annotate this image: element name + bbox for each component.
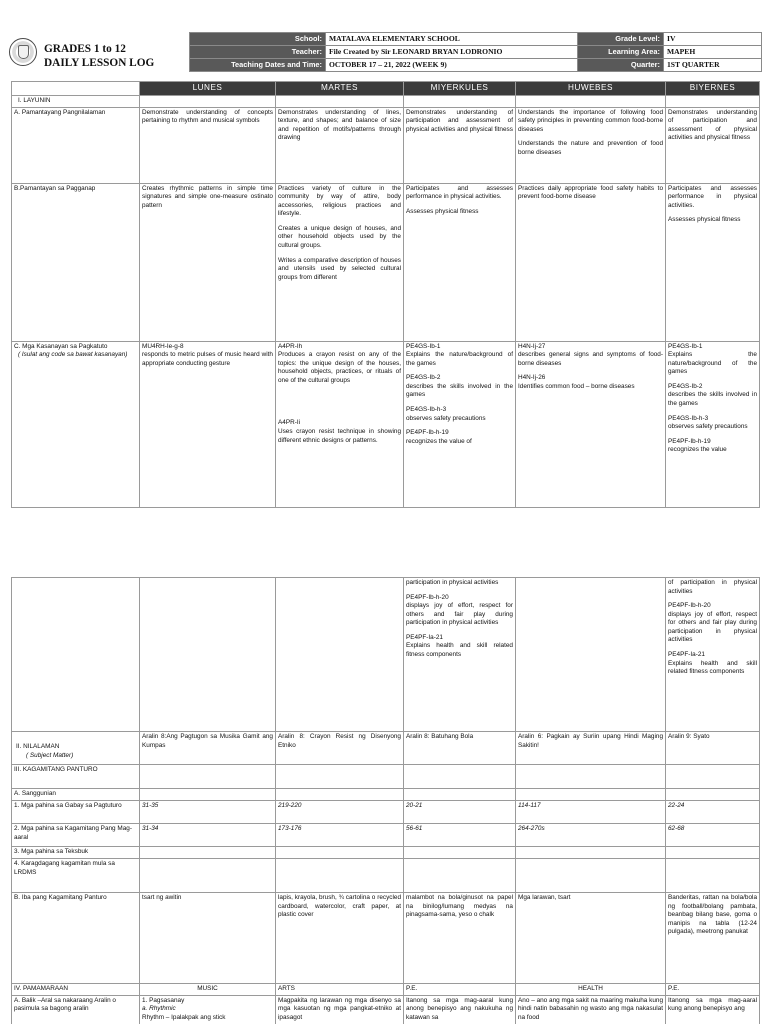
continuation-code-wednesday-2: PE4PF-Ib-h-20 [406,593,449,601]
subject-tuesday: ARTS [276,984,404,996]
performance-standard-tuesday-3: Writes a comparative description of houses and utensils used by selected cultural groups from different [278,256,401,281]
competency-text-wednesday-1: Explains the nature/background of the games [406,351,513,367]
continuation-code-friday-3: PE4PF-Ia-21 [668,651,705,659]
teacher-guide-pages-thursday: 114-117 [516,801,666,824]
teaching-dates-value: OCTOBER 17 – 21, 2022 (WEEK 9) [326,59,578,72]
document-title [44,42,154,70]
continuation-wednesday-3: Explains health and skill related fitness components [406,642,513,659]
review-monday-2: a. Rhythmic [142,1005,176,1013]
review-label: A. Balik –Aral sa nakaraang Aralin o pasimula sa bagong aralin [12,995,140,1024]
review-tuesday: Magpakita ng larawan ng mga disenyo sa mga kasuotan ng mga pangkat-etniko at ipasagot [276,995,404,1024]
review-monday-3: Rhythm – Ipalakpak ang stick [142,1013,226,1021]
content-standard-thursday [516,107,666,183]
school-label: School: [190,33,326,46]
nilalaman-note: ( Subject Matter) [26,751,74,759]
continuation-code-wednesday-3: PE4PF-Ia-21 [406,633,443,641]
competency-text-wednesday-4: recognizes the value of [406,437,472,445]
learner-material-pages-label: 2. Mga pahina sa Kagamitang Pang Mag-aaral [12,824,140,847]
teacher-guide-pages-monday: 31-35 [140,801,276,824]
other-resources-tuesday: lapis, krayola, brush, ¾ cartolina o recycled cardboard, watercolor, craft paper, at plastic cover [276,893,404,984]
competency-code-wednesday-4: PE4PF-Ib-h-19 [406,429,449,437]
content-tuesday: Aralin 8: Crayon Resist ng Disenyong Etniko [276,732,404,765]
day-header-wednesday: MIYERKULES [404,82,516,96]
competency-text-thursday-1: describes general signs and symptoms of food-borne diseases [518,351,663,367]
continuation-wednesday-1: participation in physical activities [406,579,499,586]
day-header-thursday: HUWEBES [516,82,666,96]
grade-level-label: Grade Level: [578,33,664,46]
learner-material-pages-thursday: 264-270s [516,824,666,847]
layunin-label: I. LAYUNIN [12,96,140,108]
school-value: MATALAVA ELEMENTARY SCHOOL [326,33,578,46]
other-resources-friday: Banderitas, rattan na bola/bola ng football/bolang pambata, beanbag bilang base, goma o manipis na tabla (12-24 pulgada), meetrong panukat [666,893,760,984]
content-label [12,732,140,765]
continuation-wednesday [404,578,516,732]
continuation-friday-3: Explains health and skill related fitness components [668,659,757,676]
competency-code-thursday-2: H4N-Ij-26 [518,374,546,382]
competency-code-wednesday-3: PE4GS-Ib-h-3 [406,406,447,414]
title-line-1: GRADES 1 to 12 [44,43,126,55]
learning-area-label: Learning Area: [578,46,664,59]
continuation-code-friday-2: PE4PF-Ib-h-20 [668,602,711,610]
subject-thursday: HEALTH [516,984,666,996]
learner-material-pages-friday: 62-68 [666,824,760,847]
competency-text-monday: responds to metric pulses of music heard with appropriate conducting gesture [142,351,273,367]
dll-table-page-1 [11,81,760,508]
competency-text-friday-4: recognizes the value [668,446,727,454]
competency-code-friday-3: PE4GS-Ib-h-3 [668,414,709,422]
content-standard-thursday-2: Understands the nature and prevention of food borne diseases [518,140,663,156]
nilalaman-title: II. NILALAMAN [16,743,60,750]
review-thursday: Ano – ano ang mga sakit na maaring makuha kung hindi natin babasahin ng wasto ang mga nakasulat na food [516,995,666,1024]
learning-competencies-title: C. Mga Kasanayan sa Pagkatuto [14,342,108,350]
continuation-friday [666,578,760,732]
competency-text-thursday-2: Identifies common food – borne diseases [518,382,635,390]
performance-standard-wednesday-1: Participates and assesses performance in physical activities. [406,184,513,201]
review-monday-1: 1. Pagsasanay [142,996,185,1004]
competency-code-wednesday-1: PE4GS-Ib-1 [406,342,441,350]
competency-text-tuesday-2: Uses crayon resist technique in showing different ethnic designs or patterns. [278,428,401,444]
review-friday: Itanong sa mga mag-aaral kung anong benepisyo ang [666,995,760,1024]
performance-standard-tuesday-1: Practices variety of culture in the community by way of attire, body accessories, religious practices and lifestyle. [278,184,401,218]
competency-text-wednesday-3: observes safety precautions [406,414,486,422]
continuation-friday-1: of participation in physical activities [668,579,757,595]
subject-wednesday: P.E. [404,984,516,996]
competency-text-wednesday-2: describes the skills involved in the games [406,382,513,399]
teacher-label: Teacher: [190,46,326,59]
lrmds-materials-label: 4. Karagdagang kagamitan mula sa LRDMS [12,859,140,893]
textbook-pages-label: 3. Mga pahina sa Teksbuk [12,847,140,859]
competency-code-thursday-1: H4N-Ij-27 [518,342,546,350]
performance-standard-thursday: Practices daily appropriate food safety habits to prevent food-borne disease [516,183,666,341]
learning-competencies-monday [140,341,276,507]
performance-standard-tuesday-2: Creates a unique design of houses, and other household objects used by the cultural groups. [278,224,401,250]
content-standard-wednesday: Demonstrates understanding of participation and assessment of physical activities and physical fitness [404,107,516,183]
other-resources-wednesday: malambot na bola/ginusot na papel na binilog/lumang medyas na pinagsama-sama, yeso o chalk [404,893,516,984]
competency-code-tuesday-2: A4PR-Ii [278,419,301,427]
competency-text-friday-2: describes the skills involved in the games [668,391,757,408]
performance-standard-friday-2: Assesses physical fitness [668,216,741,224]
dll-table-page-2 [11,577,760,1024]
quarter-label: Quarter: [578,59,664,72]
performance-standard-monday: Creates rhythmic patterns in simple time signatures and simple one-measure ostinato pattern [140,183,276,341]
content-thursday: Aralin 6: Pagkain ay Suriin upang Hindi Maging Sakitin! [516,732,666,765]
content-friday: Aralin 9: Syato [666,732,760,765]
header-info-table [189,32,762,72]
day-header-monday: LUNES [140,82,276,96]
procedures-label: IV. PAMAMARAAN [12,984,140,996]
performance-standard-wednesday-2: Assesses physical fitness [406,207,479,215]
references-label: A. Sanggunian [12,789,140,801]
learner-material-pages-monday: 31-34 [140,824,276,847]
other-resources-thursday: Mga larawan, tsart [516,893,666,984]
content-standard-tuesday: Demonstrates understanding of lines, texture, and shapes; and balance of size and repetition of motifs/patterns through drawing [276,107,404,183]
review-monday [140,995,276,1024]
grade-level-value: IV [664,33,762,46]
learning-competencies-thursday [516,341,666,507]
performance-standard-wednesday [404,183,516,341]
competency-text-friday-3: observes safety precautions [668,423,748,431]
content-monday: Aralin 8:Ang Pagtugon sa Musika Gamit ang Kumpas [140,732,276,765]
continuation-wednesday-2: displays joy of effort, respect for others and fair play during participation in physical activities [406,602,513,627]
day-header-tuesday: MARTES [276,82,404,96]
deped-seal-logo [9,38,37,66]
teacher-guide-pages-tuesday: 219-220 [276,801,404,824]
competency-code-tuesday: A4PR-Ih [278,342,303,350]
content-standard-thursday-1: Understands the importance of following food safety principles in preventing common food-borne diseases [518,108,663,133]
learning-area-value: MAPEH [664,46,762,59]
competency-code-friday-4: PE4PF-Ib-h-19 [668,437,711,445]
competency-code-friday-2: PE4GS-Ib-2 [668,382,703,390]
competency-code-monday: MU4RH-Ie-g-8 [142,342,184,350]
other-resources-label: B. Iba pang Kagamitang Panturo [12,893,140,984]
learner-material-pages-wednesday: 56-61 [404,824,516,847]
competency-text-friday-1: Explains the nature/background of the games [668,351,757,376]
learning-competencies-label [12,341,140,507]
content-standard-label: A. Pamantayang Pangnilalaman [12,107,140,183]
review-wednesday: Itanong sa mga mag-aaral kung anong benepisyo ang nakukuha ng katawan sa [404,995,516,1024]
learning-resources-label: III. KAGAMITANG PANTURO [12,765,140,789]
title-line-2: DAILY LESSON LOG [44,57,155,69]
teacher-guide-pages-wednesday: 20-21 [404,801,516,824]
teacher-value: File Created by Sir LEONARD BRYAN LODRONIO [326,46,578,59]
performance-standard-tuesday [276,183,404,341]
teacher-guide-pages-friday: 22-24 [666,801,760,824]
performance-standard-label: B.Pamantayan sa Pagganap [12,183,140,341]
teaching-dates-label: Teaching Dates and Time: [190,59,326,72]
content-wednesday: Aralin 8: Batuhang Bola [404,732,516,765]
teacher-guide-pages-label: 1. Mga pahina sa Gabay sa Pagtuturo [12,801,140,824]
day-header-friday: BIYERNES [666,82,760,96]
learning-competencies-friday [666,341,760,507]
competency-code-wednesday-2: PE4GS-Ib-2 [406,374,441,382]
content-standard-friday: Demonstrates understanding of participation and assessment of physical activities and physical fitness [666,107,760,183]
quarter-value: 1ST QUARTER [664,59,762,72]
performance-standard-friday-1: Participates and assesses performance in physical activities. [668,184,757,209]
competency-code-friday-1: PE4GS-Ib-1 [668,342,703,350]
subject-monday: MUSIC [140,984,276,996]
continuation-friday-2: displays joy of effort, respect for others and fair play during participation in physical activities [668,610,757,644]
learner-material-pages-tuesday: 173-176 [276,824,404,847]
learning-competencies-note: ( Isulat ang code sa bawat kasanayan) [18,351,128,359]
performance-standard-friday [666,183,760,341]
subject-friday: P.E. [666,984,760,996]
learning-competencies-tuesday [276,341,404,507]
content-standard-monday: Demonstrate understanding of concepts pertaining to rhythm and musical symbols [140,107,276,183]
learning-competencies-wednesday [404,341,516,507]
other-resources-monday: tsart ng awitin [140,893,276,984]
competency-text-tuesday: Produces a crayon resist on any of the topics: the unique design of the houses, household objects, practices, or rituals of one of the cultural groups [278,351,401,384]
